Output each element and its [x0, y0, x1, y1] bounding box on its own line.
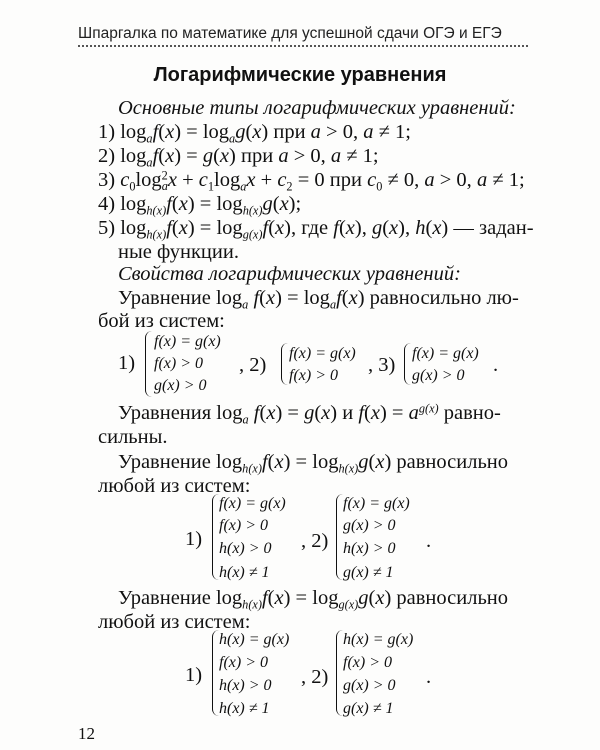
type-3: 3) $c_0\log^2_ax + c_1\log_ax + c_2 = 0$ при $c_0 \ne 0$, a > 0, a ≠ 1; [98, 168, 525, 194]
condition: f(x) > 0 [219, 517, 268, 534]
condition: f(x) = g(x) [154, 333, 221, 350]
condition: h(x) > 0 [219, 677, 272, 694]
type-5-line2: ные функции. [118, 241, 239, 263]
page-number: 12 [78, 724, 95, 743]
running-header: Шпаргалка по математике для успешной сдачи ОГЭ и ЕГЭ [78, 25, 502, 42]
condition: g(x) > 0 [412, 367, 465, 384]
type-1: 1) $\log_af(x) = \log_ag(x)$ при a > 0, a ≠ 1; [98, 121, 411, 146]
condition: f(x) = g(x) [219, 495, 286, 512]
condition: g(x) > 0 [343, 677, 396, 694]
types-heading: Основные типы логарифмических уравнений: [118, 97, 516, 119]
prop-4-line1: Уравнение $\log_{h(x)}f(x) = \log_{g(x)}g(x)$ равносильно [118, 587, 509, 612]
prop-1-line1: Уравнение $\log_a f(x) = \log_af(x)$ равносильно лю- [118, 287, 519, 312]
condition: g(x) ≠ 1 [343, 564, 394, 581]
condition: f(x) > 0 [289, 367, 338, 384]
condition: h(x) > 0 [343, 540, 396, 557]
type-5-line1: 5) $\log_{h(x)}f(x) = \log_{g(x)}f(x)$, где f(x), g(x), h(x) — задан- [98, 217, 534, 242]
prop-4-line2: любой из систем: [98, 611, 251, 633]
type-4: 4) $\log_{h(x)}f(x) = \log_{h(x)}g(x)$; [98, 193, 302, 218]
prop-3-line1: Уравнение $\log_{h(x)}f(x) = \log_{h(x)}g(x)$ равносильно [118, 451, 509, 476]
separator: , 2) [239, 354, 267, 376]
prop-2-line1: Уравнения $\log_a f(x) = g(x)$ и $f(x) = a^{g(x)}$ равно- [118, 401, 501, 427]
end-dot: . [426, 530, 432, 552]
system-number: 1) [185, 664, 203, 686]
section-title: Логарифмические уравнения [153, 64, 447, 86]
condition: f(x) > 0 [154, 355, 203, 372]
separator: , 3) [368, 354, 396, 376]
condition: h(x) ≠ 1 [219, 564, 270, 581]
condition: g(x) > 0 [154, 377, 207, 394]
system-number: 1) [185, 528, 203, 550]
condition: f(x) = g(x) [343, 495, 410, 512]
condition: f(x) = g(x) [412, 345, 479, 362]
type-2: 2) $\log_af(x) = g(x)$ при a > 0, a ≠ 1; [98, 145, 379, 170]
separator: , 2) [301, 530, 329, 552]
condition: g(x) ≠ 1 [343, 700, 394, 717]
condition: h(x) = g(x) [343, 631, 414, 648]
condition: h(x) ≠ 1 [219, 700, 270, 717]
condition: h(x) > 0 [219, 540, 272, 557]
separator: , 2) [301, 666, 329, 688]
condition: h(x) = g(x) [219, 631, 290, 648]
prop-1-line2: бой из систем: [98, 310, 225, 332]
system-number: 1) [118, 352, 136, 374]
condition: g(x) > 0 [343, 517, 396, 534]
condition: f(x) > 0 [343, 654, 392, 671]
props-heading: Свойства логарифмических уравнений: [118, 263, 461, 285]
prop-3-line2: любой из систем: [98, 475, 251, 497]
brace [145, 331, 154, 397]
header-divider [78, 45, 528, 47]
condition: f(x) = g(x) [289, 345, 356, 362]
end-dot: . [426, 666, 432, 688]
condition: f(x) > 0 [219, 654, 268, 671]
prop-2-line2: сильны. [98, 426, 168, 448]
end-dot: . [493, 354, 499, 376]
